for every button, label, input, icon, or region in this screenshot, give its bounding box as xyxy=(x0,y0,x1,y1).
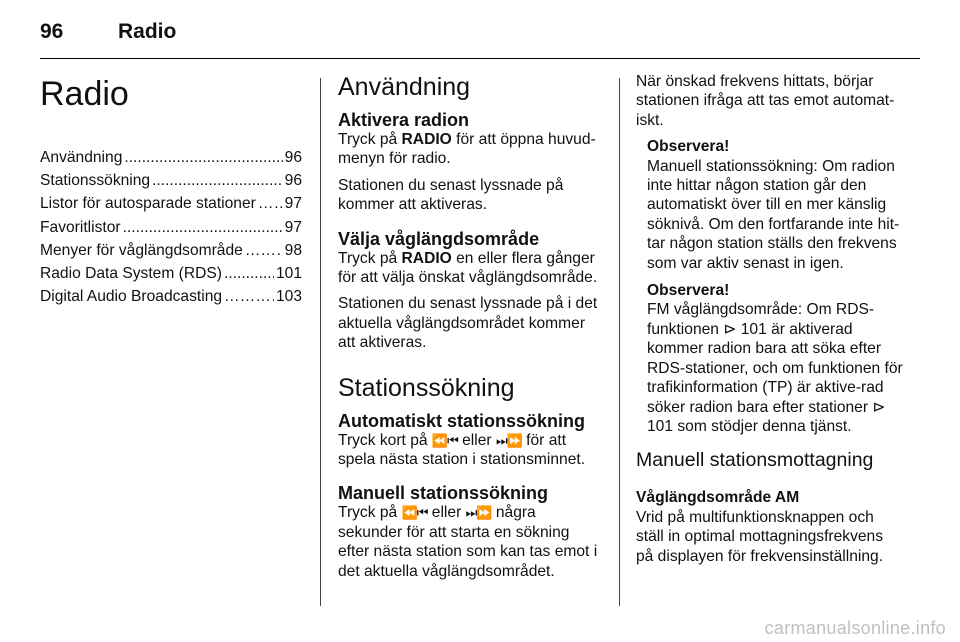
toc-entry[interactable] xyxy=(40,241,302,260)
seek-back-icon: ⏪⏮ xyxy=(401,505,428,521)
paragraph: Tryck på RADIO för att öppna huvud-menyn för radio. xyxy=(338,131,596,168)
content-column-2 xyxy=(338,72,604,588)
column-divider-2 xyxy=(619,78,620,606)
toc-entry[interactable] xyxy=(40,218,302,237)
toc-leader xyxy=(224,264,274,283)
page-reference-arrow-icon: ⊳ xyxy=(872,398,886,416)
toc-page-number: 97 xyxy=(284,195,302,213)
seek-forward-icon: ⏭⏩ xyxy=(495,432,522,448)
content-column-3 xyxy=(636,72,904,573)
section-title-manuell-stationsmottagning: Manuell stationsmottagning xyxy=(636,449,874,472)
toc-leader xyxy=(245,241,283,260)
subheading-vaglangdsomrade-am: Våglängdsområde AM xyxy=(636,489,800,507)
toc-leader xyxy=(124,148,282,167)
toc-leader xyxy=(258,194,283,213)
header-title: Radio xyxy=(118,20,177,43)
seek-back-icon: ⏪⏮ xyxy=(431,432,458,448)
page-number: 96 xyxy=(40,20,64,43)
paragraph: Vrid på multifunktionsknappen och ställ in optimal mottagningsfrekvens på displayen för frekvensinställning. xyxy=(636,508,884,565)
toc-page-number: 101 xyxy=(275,265,302,283)
page-reference[interactable]: 101 xyxy=(740,320,767,338)
toc-label: Menyer för våglängdsområde xyxy=(40,241,243,259)
paragraph: När önskad frekvens hittats, börjar stationen ifråga att tas emot automat-iskt. xyxy=(636,73,895,129)
subheading-aktivera-radion: Aktivera radion xyxy=(338,110,470,130)
radio-button-label: RADIO xyxy=(401,131,452,148)
note-title: Observera! xyxy=(647,138,730,156)
paragraph: Tryck på ⏪⏮ eller ⏭⏩ några sekunder för att starta en sökning efter nästa station som kan tas emot i det aktuella våglängdsområdet. xyxy=(338,504,598,580)
toc-label: Digital Audio Broadcasting xyxy=(40,288,223,306)
page-reference-arrow-icon: ⊳ xyxy=(723,320,737,338)
subheading-manuell-stationssokning: Manuell stationssökning xyxy=(338,483,549,504)
toc-leader xyxy=(224,287,274,306)
toc-entry[interactable] xyxy=(40,194,302,213)
header-rule xyxy=(40,58,920,59)
subheading-automatiskt-stationssokning: Automatiskt stationssökning xyxy=(338,410,586,431)
paragraph: Stationen du senast lyssnade på kommer att aktiveras. xyxy=(338,176,564,214)
toc-entry[interactable] xyxy=(40,171,302,190)
toc-entry[interactable] xyxy=(40,264,302,283)
paragraph: Tryck på RADIO en eller flera gånger för att välja önskat våglängdsområde. xyxy=(338,249,598,287)
toc-list xyxy=(40,148,302,307)
toc-entry[interactable] xyxy=(40,287,302,306)
note-title: Observera! xyxy=(647,282,730,300)
toc-leader xyxy=(152,171,283,190)
toc-page-number: 96 xyxy=(284,172,302,190)
page-header xyxy=(40,20,920,58)
radio-button-label: RADIO xyxy=(401,249,452,267)
note-box xyxy=(636,137,904,273)
toc-page-number: 103 xyxy=(275,288,302,306)
toc-page-number: 98 xyxy=(284,241,302,259)
section-title-anvandning: Användning xyxy=(338,73,471,101)
toc-label: Stationssökning xyxy=(40,172,151,190)
toc-label: Listor för autosparade stationer xyxy=(40,195,256,213)
subheading-valja-vaglangdsomrade: Välja våglängdsområde xyxy=(338,228,540,249)
watermark: carmanualsonline.info xyxy=(764,618,946,638)
toc-label: Favoritlistor xyxy=(40,218,121,236)
paragraph: Stationen du senast lyssnade på i det aktuella våglängdsområdet kommer att aktiveras. xyxy=(338,295,598,352)
toc-page-number: 97 xyxy=(284,218,302,236)
section-title-stationssokning: Stationssökning xyxy=(338,373,515,402)
note-box xyxy=(636,281,904,436)
toc-leader xyxy=(123,218,283,237)
toc-column xyxy=(40,72,302,310)
toc-label: Radio Data System (RDS) xyxy=(40,265,222,283)
note-text: FM våglängdsområde: Om RDS-funktionen ⊳ 101 är aktiverad kommer radion bara att söka efter RDS-stationer, och om funktionen för trafikinformation (TP) är aktive-rad söker radion bara efter stationer ⊳ 101 som stödjer denna tjänst. xyxy=(647,301,903,435)
toc-page-number: 96 xyxy=(284,149,302,166)
chapter-title: Radio xyxy=(40,75,129,113)
paragraph: Tryck kort på ⏪⏮ eller ⏭⏩ för att spela nästa station i stationsminnet. xyxy=(338,431,586,469)
toc-entry[interactable] xyxy=(40,148,302,167)
note-text: Manuell stationssökning: Om radion inte hittar någon station går den automatiskt över till en mer känslig söknivå. Om den fortfarande inte hit-tar någon station ställs den frekvens som var aktiv senast in igen. xyxy=(647,157,900,272)
toc-label: Användning xyxy=(40,149,123,166)
page-reference[interactable]: 101 xyxy=(647,417,674,435)
column-divider-1 xyxy=(320,78,321,606)
seek-forward-icon: ⏭⏩ xyxy=(465,505,492,521)
